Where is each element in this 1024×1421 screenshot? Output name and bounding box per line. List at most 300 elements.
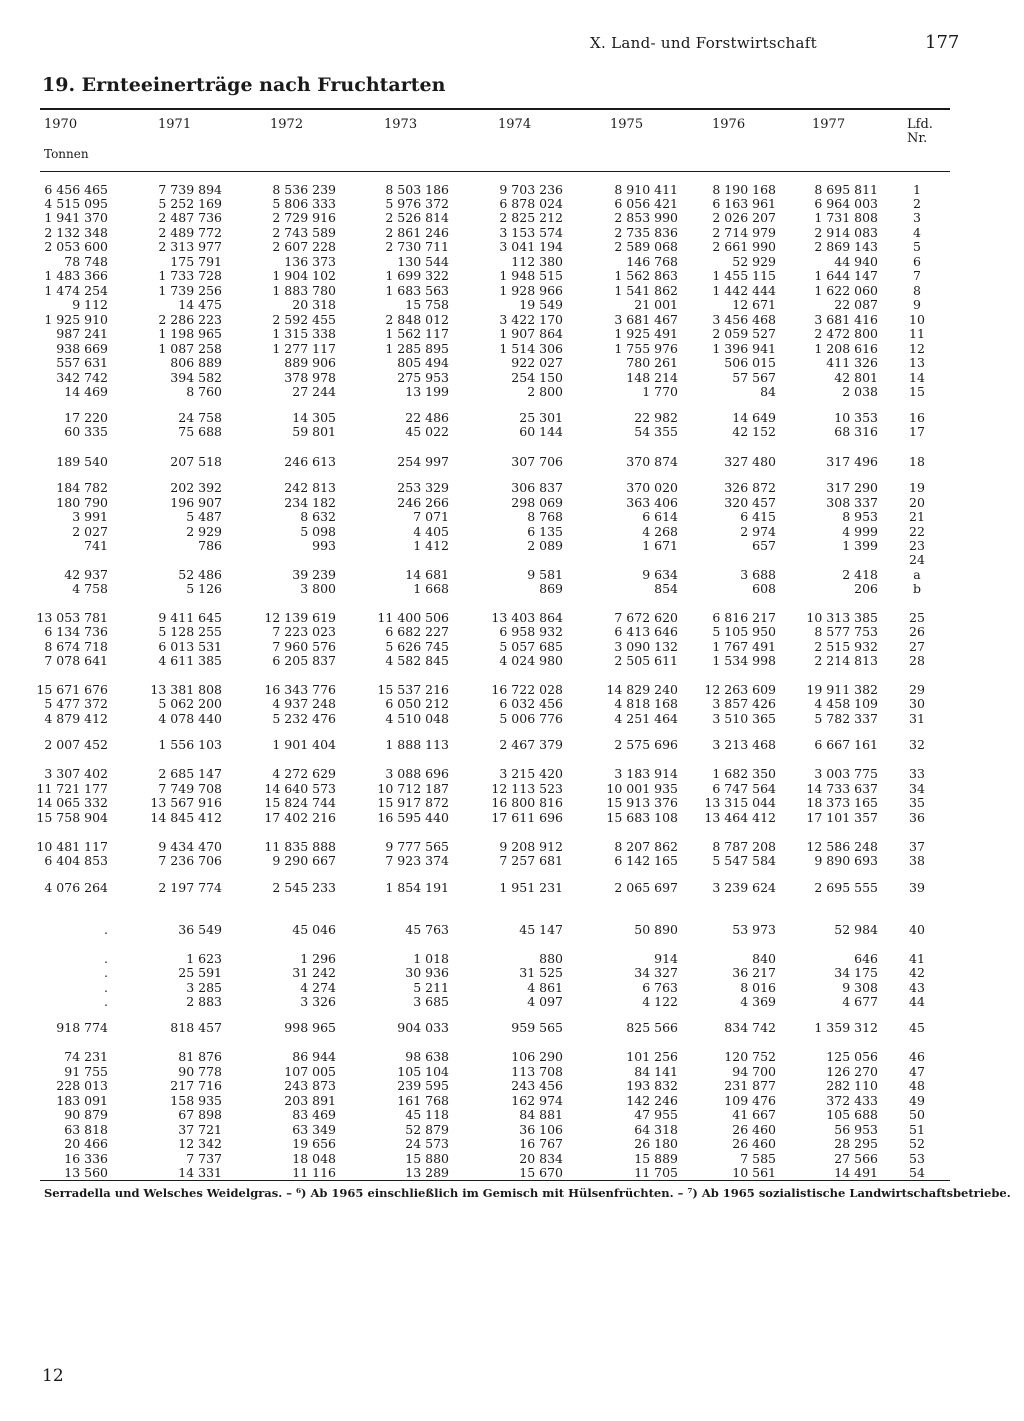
table-cell: 1 623 (186, 951, 222, 966)
table-cell: 1 904 102 (272, 268, 336, 283)
table-cell: 162 974 (511, 1093, 563, 1108)
table-cell: 13 053 781 (36, 610, 108, 625)
table-cell: 60 335 (64, 424, 108, 439)
table-cell: 19 549 (519, 297, 563, 312)
table-cell: 18 048 (292, 1151, 336, 1166)
row-number: 11 (909, 326, 925, 341)
table-cell: 15 670 (519, 1165, 563, 1180)
table-cell: 15 671 676 (36, 682, 108, 697)
table-cell: 130 544 (397, 254, 449, 269)
row-number: 37 (909, 839, 925, 854)
table-cell: 7 585 (740, 1151, 776, 1166)
table-cell: 26 180 (634, 1136, 678, 1151)
table-cell: 1 474 254 (44, 283, 108, 298)
table-cell: 8 632 (300, 509, 336, 524)
table-cell: 14 469 (64, 384, 108, 399)
table-cell: 30 936 (405, 965, 449, 980)
table-cell: 27 566 (834, 1151, 878, 1166)
table-cell: 869 (539, 581, 563, 596)
table-cell: 4 272 629 (272, 766, 336, 781)
table-cell: 2 800 (527, 384, 563, 399)
table-cell: 5 006 776 (499, 711, 563, 726)
unit-label: Tonnen (44, 147, 89, 161)
table-row (0, 356, 1024, 370)
table-cell: 1 442 444 (712, 283, 776, 298)
table-cell: 6 032 456 (499, 696, 563, 711)
table-cell: 7 739 894 (158, 182, 222, 197)
table-cell: . (104, 994, 108, 1009)
table-row (0, 510, 1024, 524)
table-cell: 4 611 385 (158, 653, 222, 668)
table-cell: 646 (854, 951, 878, 966)
table-row (0, 981, 1024, 995)
table-row (0, 697, 1024, 711)
table-cell: 16 722 028 (491, 682, 563, 697)
table-cell: 5 547 584 (712, 853, 776, 868)
row-number: 5 (913, 239, 921, 254)
table-cell: 12 263 609 (704, 682, 776, 697)
row-number: 26 (909, 624, 925, 639)
lfd-header: Lfd. (907, 117, 933, 132)
table-cell: 5 626 745 (385, 639, 449, 654)
table-cell: 8 207 862 (614, 839, 678, 854)
table-row (0, 995, 1024, 1009)
table-cell: 370 020 (626, 480, 678, 495)
table-cell: 228 013 (56, 1078, 108, 1093)
table-cell: 4 122 (642, 994, 678, 1009)
table-cell: 363 406 (626, 495, 678, 510)
table-cell: 8 910 411 (614, 182, 678, 197)
table-row (0, 313, 1024, 327)
table-cell: 13 289 (405, 1165, 449, 1180)
table-row (0, 654, 1024, 668)
page-number: 12 (42, 1366, 64, 1386)
table-cell: 6 413 646 (614, 624, 678, 639)
table-row (0, 952, 1024, 966)
table-cell: 94 700 (732, 1064, 776, 1079)
table-cell: 4 078 440 (158, 711, 222, 726)
table-cell: 206 (854, 581, 878, 596)
table-cell: 4 515 095 (44, 196, 108, 211)
table-cell: 44 940 (834, 254, 878, 269)
row-number: a (913, 567, 921, 582)
table-cell: 1 767 491 (712, 639, 776, 654)
table-cell: 1 644 147 (814, 268, 878, 283)
table-cell: 10 313 385 (806, 610, 878, 625)
table-cell: 4 097 (527, 994, 563, 1009)
table-cell: 243 873 (284, 1078, 336, 1093)
table-cell: 1 731 808 (814, 210, 878, 225)
table-cell: 2 575 696 (614, 737, 678, 752)
table-cell: 105 688 (826, 1107, 878, 1122)
table-cell: 180 790 (56, 495, 108, 510)
table-cell: 298 069 (511, 495, 563, 510)
table-cell: 2 007 452 (44, 737, 108, 752)
table-cell: 9 634 (642, 567, 678, 582)
table-cell: 25 591 (178, 965, 222, 980)
table-cell: 3 510 365 (712, 711, 776, 726)
table-cell: 101 256 (626, 1049, 678, 1064)
table-cell: 20 834 (519, 1151, 563, 1166)
table-cell: 13 560 (64, 1165, 108, 1180)
table-cell: 193 832 (626, 1078, 678, 1093)
table-cell: 1 359 312 (814, 1020, 878, 1035)
table-cell: 306 837 (511, 480, 563, 495)
table-cell: 5 098 (300, 524, 336, 539)
table-cell: 3 153 574 (499, 225, 563, 240)
table-cell: 15 913 376 (606, 795, 678, 810)
table-cell: 326 872 (724, 480, 776, 495)
table-row (0, 811, 1024, 825)
row-number: 44 (909, 994, 925, 1009)
row-number: 9 (913, 297, 921, 312)
row-number: 41 (909, 951, 925, 966)
table-cell: 189 540 (56, 454, 108, 469)
table-cell: 57 567 (732, 370, 776, 385)
table-cell: 84 141 (634, 1064, 678, 1079)
table-cell: 275 953 (397, 370, 449, 385)
table-row (0, 342, 1024, 356)
row-number: 25 (909, 610, 925, 625)
table-cell: 11 116 (292, 1165, 336, 1180)
table-cell: 11 705 (634, 1165, 678, 1180)
table-cell: 202 392 (170, 480, 222, 495)
year-header: 1971 (158, 117, 192, 132)
year-header: 1973 (384, 117, 418, 132)
table-cell: 6 763 (642, 980, 678, 995)
table-cell: 1 562 117 (385, 326, 449, 341)
table-row (0, 298, 1024, 312)
table-cell: 1 901 404 (272, 737, 336, 752)
table-cell: 3 681 416 (814, 312, 878, 327)
table-cell: 3 422 170 (499, 312, 563, 327)
table-cell: 5 057 685 (499, 639, 563, 654)
table-cell: 805 494 (397, 355, 449, 370)
table-cell: 2 695 555 (814, 880, 878, 895)
table-cell: 9 208 912 (499, 839, 563, 854)
table-cell: 246 613 (284, 454, 336, 469)
table-cell: 938 669 (56, 341, 108, 356)
table-cell: 45 763 (405, 922, 449, 937)
row-number: 2 (913, 196, 921, 211)
table-cell: 5 211 (413, 980, 449, 995)
table-cell: 45 022 (405, 424, 449, 439)
table-cell: 17 101 357 (806, 810, 878, 825)
table-cell: 17 402 216 (264, 810, 336, 825)
table-cell: 125 056 (826, 1049, 878, 1064)
table-cell: 52 486 (178, 567, 222, 582)
table-cell: 2 027 (72, 524, 108, 539)
table-cell: 158 935 (170, 1093, 222, 1108)
table-cell: 81 876 (178, 1049, 222, 1064)
row-number: 53 (909, 1151, 925, 1166)
table-cell: 1 562 863 (614, 268, 678, 283)
table-cell: 914 (654, 951, 678, 966)
table-cell: 14 065 332 (36, 795, 108, 810)
table-cell: 9 434 470 (158, 839, 222, 854)
table-cell: 17 220 (64, 410, 108, 425)
table-cell: 6 013 531 (158, 639, 222, 654)
table-cell: 657 (752, 538, 776, 553)
table-cell: 557 631 (56, 355, 108, 370)
table-cell: 196 907 (170, 495, 222, 510)
running-header-page: 177 (925, 32, 960, 53)
table-cell: 2 132 348 (44, 225, 108, 240)
table-row (0, 625, 1024, 639)
table-cell: 1 682 350 (712, 766, 776, 781)
table-row (0, 683, 1024, 697)
table-row (0, 371, 1024, 385)
row-number: 23 (909, 538, 925, 553)
table-cell: 90 778 (178, 1064, 222, 1079)
table-cell: 2 974 (740, 524, 776, 539)
table-cell: 42 801 (834, 370, 878, 385)
table-cell: 14 845 412 (150, 810, 222, 825)
row-number: 47 (909, 1064, 925, 1079)
table-cell: 2 418 (842, 567, 878, 582)
table-cell: 13 567 916 (150, 795, 222, 810)
table-row (0, 1123, 1024, 1137)
table-cell: 15 537 216 (377, 682, 449, 697)
table-cell: 1 883 780 (272, 283, 336, 298)
table-cell: 370 874 (626, 454, 678, 469)
table-cell: 6 878 024 (499, 196, 563, 211)
table-cell: 2 729 916 (272, 210, 336, 225)
table-cell: 1 315 338 (272, 326, 336, 341)
table-cell: 243 456 (511, 1078, 563, 1093)
table-cell: 14 331 (178, 1165, 222, 1180)
table-cell: 105 104 (397, 1064, 449, 1079)
table-cell: 45 046 (292, 922, 336, 937)
table-cell: 6 456 465 (44, 182, 108, 197)
table-cell: 37 721 (178, 1122, 222, 1137)
table-cell: 26 460 (732, 1122, 776, 1137)
table-cell: 2 589 068 (614, 239, 678, 254)
table-cell: 86 944 (292, 1049, 336, 1064)
table-row (0, 455, 1024, 469)
table-cell: 36 549 (178, 922, 222, 937)
table-cell: 2 472 800 (814, 326, 878, 341)
table-cell: 231 877 (724, 1078, 776, 1093)
table-cell: 1 622 060 (814, 283, 878, 298)
table-cell: 3 183 914 (614, 766, 678, 781)
table-cell: 6 747 564 (712, 781, 776, 796)
table-cell: 8 953 (842, 509, 878, 524)
table-cell: 1 277 117 (272, 341, 336, 356)
table-cell: 5 976 372 (385, 196, 449, 211)
table-cell: 2 914 083 (814, 225, 878, 240)
table-cell: 9 581 (527, 567, 563, 582)
table-cell: 2 545 233 (272, 880, 336, 895)
table-cell: 3 239 624 (712, 880, 776, 895)
row-number: 40 (909, 922, 925, 937)
table-cell: 217 716 (170, 1078, 222, 1093)
table-cell: 83 469 (292, 1107, 336, 1122)
table-cell: 242 813 (284, 480, 336, 495)
table-cell: 10 001 935 (606, 781, 678, 796)
table-cell: 10 481 117 (36, 839, 108, 854)
table-cell: 39 239 (292, 567, 336, 582)
table-cell: 6 964 003 (814, 196, 878, 211)
table-cell: 64 318 (634, 1122, 678, 1137)
table-cell: 10 712 187 (377, 781, 449, 796)
table-row (0, 211, 1024, 225)
table-cell: 8 760 (186, 384, 222, 399)
table-cell: 342 742 (56, 370, 108, 385)
table-cell: 1 455 115 (712, 268, 776, 283)
row-number: 20 (909, 495, 925, 510)
table-cell: 840 (752, 951, 776, 966)
table-cell: 120 752 (724, 1049, 776, 1064)
table-cell: 6 667 161 (814, 737, 878, 752)
table-cell: 1 087 258 (158, 341, 222, 356)
table-cell: 63 818 (64, 1122, 108, 1137)
table-row (0, 840, 1024, 854)
row-number: 4 (913, 225, 921, 240)
table-cell: 4 582 845 (385, 653, 449, 668)
table-cell: 3 681 467 (614, 312, 678, 327)
table-cell: 3 857 426 (712, 696, 776, 711)
table-cell: 2 487 736 (158, 210, 222, 225)
table-cell: 20 318 (292, 297, 336, 312)
table-cell: 1 951 231 (499, 880, 563, 895)
table-cell: 8 695 811 (814, 182, 878, 197)
table-cell: 4 677 (842, 994, 878, 1009)
table-cell: 2 825 212 (499, 210, 563, 225)
table-cell: 2 089 (527, 538, 563, 553)
table-cell: 90 879 (64, 1107, 108, 1122)
table-cell: 1 683 563 (385, 283, 449, 298)
table-cell: 54 355 (634, 424, 678, 439)
row-number: 1 (913, 182, 921, 197)
table-cell: 26 460 (732, 1136, 776, 1151)
table-cell: 113 708 (511, 1064, 563, 1079)
table-cell: 6 614 (642, 509, 678, 524)
table-cell: 5 252 169 (158, 196, 222, 211)
table-cell: 14 733 637 (806, 781, 878, 796)
table-cell: 2 286 223 (158, 312, 222, 327)
table-cell: 1 396 941 (712, 341, 776, 356)
table-row (0, 284, 1024, 298)
table-cell: 1 296 (300, 951, 336, 966)
table-row (0, 385, 1024, 399)
table-cell: 7 257 681 (499, 853, 563, 868)
table-row (0, 1021, 1024, 1035)
table-cell: 52 984 (834, 922, 878, 937)
table-cell: 7 749 708 (158, 781, 222, 796)
table-cell: 4 937 248 (272, 696, 336, 711)
table-row (0, 712, 1024, 726)
table-row (0, 854, 1024, 868)
table-cell: 4 458 109 (814, 696, 878, 711)
table-row (0, 197, 1024, 211)
table-cell: 1 928 966 (499, 283, 563, 298)
table-cell: 9 890 693 (814, 853, 878, 868)
table-cell: 109 476 (724, 1093, 776, 1108)
table-row (0, 738, 1024, 752)
table-row (0, 1137, 1024, 1151)
table-cell: 1 483 366 (44, 268, 108, 283)
table-cell: 12 342 (178, 1136, 222, 1151)
table-cell: 6 404 853 (44, 853, 108, 868)
table-cell: 15 917 872 (377, 795, 449, 810)
table-cell: 3 213 468 (712, 737, 776, 752)
table-cell: 1 854 191 (385, 880, 449, 895)
table-cell: . (104, 951, 108, 966)
year-header: 1976 (712, 117, 746, 132)
table-cell: 5 105 950 (712, 624, 776, 639)
row-number: 42 (909, 965, 925, 980)
table-cell: 5 128 255 (158, 624, 222, 639)
table-cell: 4 268 (642, 524, 678, 539)
table-cell: 3 991 (72, 509, 108, 524)
row-number: 33 (909, 766, 925, 781)
table-cell: 806 889 (170, 355, 222, 370)
table-cell: 84 881 (519, 1107, 563, 1122)
table-cell: 5 806 333 (272, 196, 336, 211)
table-cell: 282 110 (826, 1078, 878, 1093)
table-cell: 1 668 (413, 581, 449, 596)
table-row (0, 525, 1024, 539)
table-cell: 6 415 (740, 509, 776, 524)
table-cell: 2 883 (186, 994, 222, 1009)
row-number: 7 (913, 268, 921, 283)
table-cell: 378 978 (284, 370, 336, 385)
table-cell: 5 126 (186, 581, 222, 596)
table-cell: 78 748 (64, 254, 108, 269)
table-cell: 15 683 108 (606, 810, 678, 825)
table-cell: 7 236 706 (158, 853, 222, 868)
table-cell: 4 879 412 (44, 711, 108, 726)
table-cell: 5 062 200 (158, 696, 222, 711)
table-cell: 4 076 264 (44, 880, 108, 895)
table-cell: 2 735 836 (614, 225, 678, 240)
table-cell: 13 199 (405, 384, 449, 399)
table-cell: 22 087 (834, 297, 878, 312)
table-cell: 25 301 (519, 410, 563, 425)
table-cell: 19 911 382 (806, 682, 878, 697)
table-cell: 1 018 (413, 951, 449, 966)
table-cell: 24 573 (405, 1136, 449, 1151)
row-number: 49 (909, 1093, 925, 1108)
table-row (0, 1079, 1024, 1093)
table-cell: 14 640 573 (264, 781, 336, 796)
table-cell: 854 (654, 581, 678, 596)
table-cell: 3 326 (300, 994, 336, 1009)
table-cell: 2 214 813 (814, 653, 878, 668)
table-cell: 1 541 862 (614, 283, 678, 298)
table-cell: 317 290 (826, 480, 878, 495)
year-header: 1974 (498, 117, 532, 132)
table-row (0, 327, 1024, 341)
table-row (0, 767, 1024, 781)
table-cell: 1 198 965 (158, 326, 222, 341)
table-cell: 11 835 888 (264, 839, 336, 854)
table-cell: 15 824 744 (264, 795, 336, 810)
table-cell: 31 242 (292, 965, 336, 980)
table-cell: 320 457 (724, 495, 776, 510)
table-row (0, 411, 1024, 425)
table-cell: 3 800 (300, 581, 336, 596)
table-cell: 411 326 (826, 355, 878, 370)
table-cell: 3 285 (186, 980, 222, 995)
table-cell: 34 175 (834, 965, 878, 980)
table-cell: 1 671 (642, 538, 678, 553)
table-cell: 4 369 (740, 994, 776, 1009)
table-row (0, 226, 1024, 240)
table-row (0, 1152, 1024, 1166)
table-cell: 56 953 (834, 1122, 878, 1137)
